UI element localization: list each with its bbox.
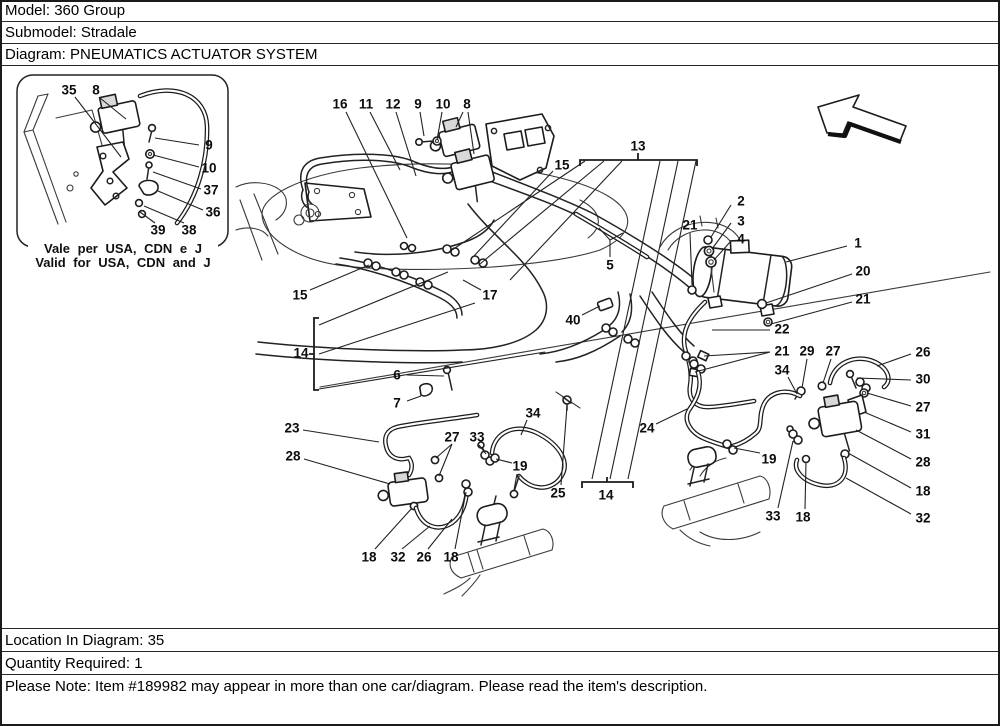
leader-line (778, 441, 793, 508)
callout-number: 2 (737, 193, 745, 209)
hose-34-left (492, 429, 565, 488)
callout-number: 19 (512, 458, 528, 474)
leader-line (319, 303, 475, 354)
page-header (0, 0, 1000, 66)
leader-line (319, 272, 448, 325)
leader-line (396, 112, 416, 176)
callout-29 (799, 344, 814, 389)
callout-number: 18 (443, 549, 459, 565)
location-row: Location In Diagram: 35 (0, 628, 1000, 651)
callout-28 (285, 449, 390, 485)
callout-9 (414, 97, 424, 137)
callout-number: 30 (915, 371, 931, 387)
callout-number: 37 (203, 182, 219, 198)
leader-line (786, 246, 847, 262)
leader-line (846, 478, 911, 514)
leader-line (428, 519, 452, 549)
callout-37 (153, 172, 219, 198)
leader-line (877, 354, 911, 366)
callout-19 (496, 459, 528, 491)
bypass-actuator-center (475, 496, 509, 545)
hose-24 (687, 372, 729, 447)
leader-line (439, 444, 452, 476)
callout-number: 21 (855, 291, 871, 307)
callout-number: 5 (606, 257, 614, 273)
callout-number: 34 (774, 362, 790, 378)
callout-number: 10 (201, 160, 217, 176)
callout-22 (712, 322, 790, 337)
callout-number: 27 (915, 399, 931, 415)
leader-line (420, 112, 424, 136)
actuator-valve-right (805, 392, 865, 457)
callout-number: 21 (682, 217, 698, 233)
leader-line (848, 453, 911, 488)
bypass-actuator-right (686, 445, 717, 486)
leader-line (864, 412, 911, 432)
leader-line (407, 375, 444, 376)
exhaust-right (662, 445, 770, 546)
callout-number: 8 (463, 96, 471, 112)
leader-line (704, 352, 770, 356)
callout-number: 36 (205, 204, 221, 220)
callout-1 (786, 236, 862, 263)
inset-bracket-plate (91, 142, 129, 205)
callout-number: 20 (855, 263, 871, 279)
leader-line (155, 138, 199, 145)
diagram-title-row: Diagram: PNEUMATICS ACTUATOR SYSTEM (0, 44, 1000, 66)
callout-number: 14 (293, 345, 309, 361)
leader-line (857, 378, 911, 380)
callout-31 (864, 412, 931, 442)
callout-number: 29 (799, 343, 815, 359)
callout-number: 10 (435, 96, 451, 112)
callout-19 (734, 448, 777, 467)
note-row: Please Note: Item #189982 may appear in more than one car/diagram. Please read the item's description. (0, 674, 1000, 726)
actuator-valve-28 (376, 470, 430, 516)
leader-line (734, 448, 760, 453)
callout-number: 13 (630, 138, 646, 154)
inline-fittings (364, 243, 705, 411)
callout-number: 16 (332, 96, 348, 112)
direction-arrow-icon (818, 95, 906, 142)
leader-line (690, 233, 692, 285)
callout-14 (598, 488, 614, 503)
callout-number: 4 (737, 231, 745, 247)
callout-number: 9 (414, 96, 422, 112)
clamp-7 (420, 384, 433, 396)
callout-number: 33 (765, 508, 781, 524)
leader-line (628, 161, 696, 479)
callout-number: 14 (598, 487, 614, 503)
callout-13 (452, 139, 696, 480)
callout-number: 31 (915, 426, 931, 442)
inset-caption-english: Valid for USA, CDN and J (35, 255, 211, 270)
callout-number: 26 (416, 549, 432, 565)
callout-number: 11 (358, 96, 374, 112)
callout-number: 7 (393, 395, 401, 411)
callout-number: 12 (385, 96, 401, 112)
inset-caption-italian: Vale per USA, CDN e J (44, 241, 202, 256)
callout-number: 17 (482, 287, 498, 303)
leader-line (304, 459, 390, 484)
callout-14 (293, 272, 545, 389)
callout-26 (877, 345, 931, 367)
callout-number: 22 (774, 321, 790, 337)
callout-27 (867, 393, 931, 415)
callout-number: 9 (205, 137, 213, 153)
callout-number: 35 (61, 82, 77, 98)
hose-23 (385, 415, 477, 475)
callout-number: 26 (915, 344, 931, 360)
callout-number: 15 (554, 157, 570, 173)
callout-23 (284, 421, 379, 443)
quantity-row: Quantity Required: 1 (0, 651, 1000, 674)
leader-line (712, 223, 731, 249)
leader-line (802, 359, 807, 388)
callout-number: 33 (469, 429, 485, 445)
callout-40 (565, 306, 600, 328)
leader-line (582, 306, 600, 315)
callout-number: 38 (181, 222, 197, 238)
callout-33 (469, 430, 486, 455)
callout-17 (463, 280, 498, 303)
callout-7 (393, 396, 421, 411)
callout-number: 32 (390, 549, 406, 565)
leader-line (310, 265, 369, 290)
sleeve-40 (597, 298, 613, 311)
callout-34 (774, 363, 797, 395)
leader-line (346, 112, 407, 238)
callout-number: 28 (285, 448, 301, 464)
callout-number: 27 (444, 429, 460, 445)
leader-line (711, 205, 731, 237)
leader-line (656, 409, 687, 424)
callout-24 (639, 409, 687, 436)
callout-number: 39 (150, 222, 166, 238)
callout-number: 18 (915, 483, 931, 499)
leader-line (402, 526, 430, 549)
callout-15 (292, 265, 369, 303)
callout-number: 34 (525, 405, 541, 421)
callout-number: 28 (915, 454, 931, 470)
callout-number: 40 (565, 312, 581, 328)
callout-27 (436, 430, 460, 477)
submodel-row: Submodel: Stradale (0, 22, 1000, 44)
callout-number: 21 (774, 343, 790, 359)
leader-line (319, 352, 545, 389)
leader-line (856, 430, 911, 459)
callout-number: 8 (92, 82, 100, 98)
callout-number: 18 (361, 549, 377, 565)
page-footer (0, 628, 1000, 726)
callout-number: 23 (284, 420, 300, 436)
callout-number: 24 (639, 420, 655, 436)
callout-number: 6 (393, 367, 401, 383)
inset-box (17, 75, 228, 270)
leader-line (867, 393, 911, 406)
leader-line (303, 430, 379, 442)
model-row: Model: 360 Group (0, 0, 1000, 22)
callout-number: 25 (550, 485, 566, 501)
callout-number: 15 (292, 287, 308, 303)
callout-number: 32 (915, 510, 931, 526)
callout-number: 19 (761, 451, 777, 467)
callout-number: 3 (737, 213, 745, 229)
engine-plenum (236, 164, 990, 387)
leader-line (153, 172, 201, 189)
leader-line (805, 462, 806, 509)
leader-line (153, 155, 199, 167)
leader-line (375, 508, 412, 549)
leader-line (407, 396, 421, 401)
solenoid-valves (416, 114, 554, 208)
callout-number: 18 (795, 509, 811, 525)
leader-line (463, 280, 481, 290)
leader-line (480, 161, 604, 264)
callout-number: 1 (854, 235, 862, 251)
leader-line (144, 206, 184, 223)
callout-number: 27 (825, 343, 841, 359)
air-tank (597, 231, 794, 407)
